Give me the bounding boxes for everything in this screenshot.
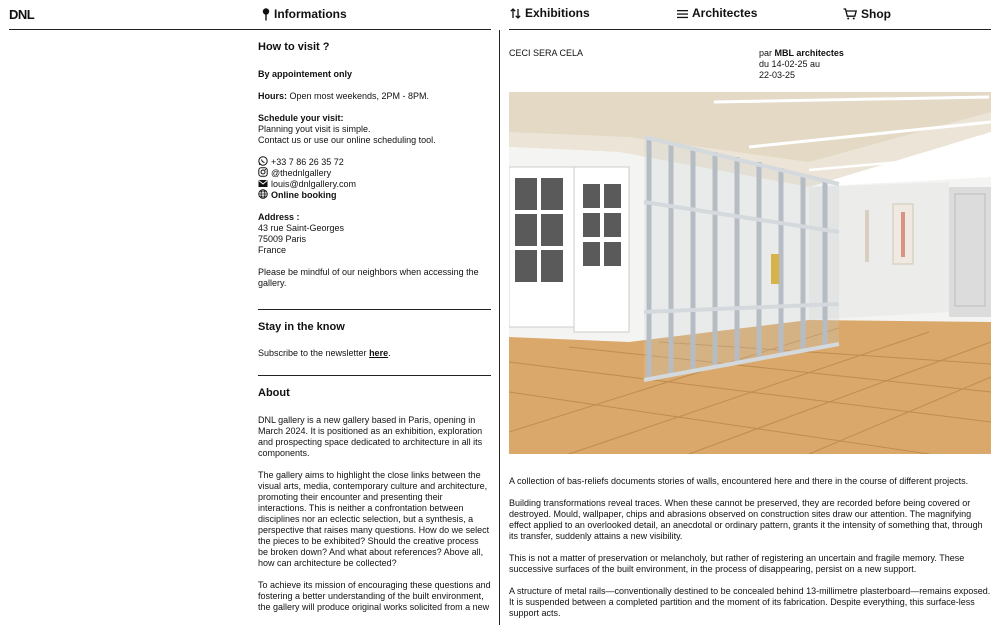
hamburger-icon xyxy=(677,9,688,19)
description-paragraph-2: Building transformations reveal traces. When these cannot be preserved, they are recorded before being covered or destroyed. Mould, wallpaper, chips and abrasions observed on construction sites draw our attention. The magnifying effect applied to an overlooked detail, an anecdotal or ordinary pattern, grants it the intensity of something that, through its transfer, suddenly attains a new visibility. xyxy=(509,498,983,541)
description-paragraph-3: This is not a matter of preservation or melancholy, but rather of registering an uncertain and fragile memory. These successive surfaces of the built environment, in the process of disappearing, persist on a new support. xyxy=(509,553,965,574)
exhibition-date-from: du 14-02-25 au xyxy=(759,59,821,69)
pin-icon xyxy=(262,8,270,21)
nav-informations-label: Informations xyxy=(274,7,347,21)
online-booking-link[interactable] xyxy=(258,190,491,201)
newsletter-sentence: Subscribe to the newsletter xyxy=(258,348,370,358)
email-address: louis@dnlgallery.com xyxy=(271,179,357,189)
schedule-line-1: Planning yout visit is simple. xyxy=(258,124,371,134)
column-divider xyxy=(499,30,500,625)
instagram-contact[interactable] xyxy=(258,168,491,179)
nav-architectes-label: Architectes xyxy=(692,6,758,20)
exhibition-photo xyxy=(509,92,991,454)
nav-shop[interactable] xyxy=(843,8,891,20)
neighbors-note: Please be mindful of our neighbors when accessing the gallery. xyxy=(258,267,479,288)
exhibition-description xyxy=(509,476,991,625)
nav-shop-label: Shop xyxy=(861,6,891,21)
top-header xyxy=(0,0,1000,30)
instagram-handle: @thednlgallery xyxy=(271,168,332,178)
newsletter-tail: . xyxy=(388,348,391,358)
hours-line xyxy=(258,91,491,102)
about-paragraph-3: To achieve its mission of encouraging these questions and fostering a better understanding of the built environment, the gallery will produce original works solicited from a new xyxy=(258,580,491,612)
hours-value: Open most weekends, 2PM - 8PM. xyxy=(287,91,430,101)
nav-architectes[interactable] xyxy=(677,8,757,19)
section-divider-1 xyxy=(258,309,491,310)
nav-exhibitions[interactable] xyxy=(510,8,590,19)
hours-label: Hours: xyxy=(258,91,287,101)
visit-title: How to visit ? xyxy=(258,41,330,53)
schedule-label: Schedule your visit: xyxy=(258,113,344,123)
address-label: Address : xyxy=(258,212,300,222)
newsletter-title: Stay in the know xyxy=(258,321,345,333)
about-paragraph-2: The gallery aims to highlight the close links between the visual arts, media, contemporary culture and architecture, promoting their encounter and presenting their interactions. This is neither a confrontation between disciplines nor an eclectic selection, but a synthesis, a perspective that raises many questions. How do we select the pieces to be exhibited? Should the creative process be broken down? And what about references? Above all, how can architecture be collected? xyxy=(258,470,490,568)
address-line-2: 75009 Paris xyxy=(258,234,307,244)
email-contact[interactable] xyxy=(258,179,491,190)
site-logo[interactable]: DNL xyxy=(9,7,35,22)
phone-number: +33 7 86 26 35 72 xyxy=(271,157,344,167)
cart-icon xyxy=(843,8,857,20)
description-paragraph-4: A structure of metal rails—conventionally destined to be concealed behind 13-millimetre plasterboard—remains exposed. It is suspended between a completed partition and the moment of its fabrication. Despite everything, this surface-less support acts. xyxy=(509,586,991,618)
about-paragraph-1: DNL gallery is a new gallery based in Paris, opening in March 2024. It is positioned as an exhibition, exploration and prospecting space dedicated to architecture in all its components. xyxy=(258,415,483,458)
newsletter-text xyxy=(258,348,491,359)
header-divider-right xyxy=(509,29,991,30)
schedule-line-2: Contact us or use our online scheduling tool. xyxy=(258,135,436,145)
section-divider-2 xyxy=(258,375,491,376)
description-paragraph-1: A collection of bas-reliefs documents stories of walls, encountered here and there in the course of different projects. xyxy=(509,476,969,486)
header-divider-left xyxy=(9,29,491,30)
about-body xyxy=(258,415,491,613)
exhibition-architect[interactable]: MBL architectes xyxy=(774,48,844,58)
newsletter-link[interactable]: here xyxy=(369,348,389,358)
nav-exhibitions-label: Exhibitions xyxy=(525,6,590,20)
globe-icon xyxy=(258,189,268,202)
online-booking-label: Online booking xyxy=(271,190,337,200)
nav-informations[interactable] xyxy=(262,8,347,21)
address-line-3: France xyxy=(258,245,287,255)
exhibition-date-to: 22-03-25 xyxy=(759,70,796,80)
phone-contact[interactable] xyxy=(258,157,491,168)
exhibition-meta xyxy=(759,48,844,81)
sort-arrows-icon xyxy=(510,8,521,19)
exhibition-title[interactable]: CECI SERA CELA xyxy=(509,48,584,58)
address-line-1: 43 rue Saint-Georges xyxy=(258,223,345,233)
visit-details xyxy=(258,69,491,289)
by-prefix: par xyxy=(759,48,775,58)
about-title: About xyxy=(258,387,290,399)
exhibition-architect-line xyxy=(759,48,844,59)
appointment-note: By appointement only xyxy=(258,69,353,79)
